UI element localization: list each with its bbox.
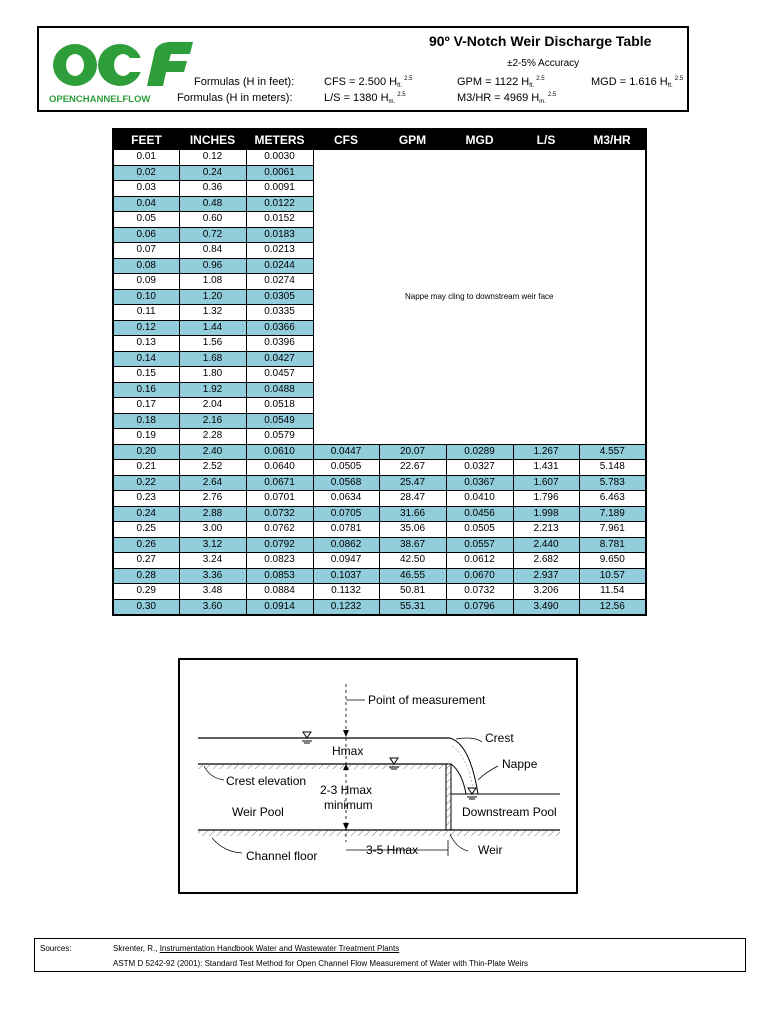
cfs-formula: CFS = 2.500 $H_{ft.}^{2.5}$ <box>324 76 413 89</box>
table-cell: 0.30 <box>113 599 179 615</box>
discharge-table <box>112 128 647 616</box>
table-cell: 0.0732 <box>446 584 513 600</box>
table-cell: 2.04 <box>179 398 246 414</box>
table-cell: 0.0183 <box>246 227 313 243</box>
table-cell: 1.267 <box>513 444 579 460</box>
source-1: Skrenter, R., Instrumentation Handbook Water and Wastewater Treatment Plants <box>113 944 400 953</box>
table-cell: 0.11 <box>113 305 179 321</box>
table-cell: 31.66 <box>379 506 446 522</box>
table-cell: 5.148 <box>579 460 646 476</box>
header-box <box>37 26 689 112</box>
table-cell: 3.24 <box>179 553 246 569</box>
table-cell: 3.490 <box>513 599 579 615</box>
table-cell: 0.22 <box>113 475 179 491</box>
table-cell: 0.29 <box>113 584 179 600</box>
table-cell: 0.0213 <box>246 243 313 259</box>
table-cell: 0.0274 <box>246 274 313 290</box>
table-row <box>113 444 646 460</box>
table-cell: 0.0367 <box>446 475 513 491</box>
table-cell: 0.0518 <box>246 398 313 414</box>
label-channel-floor: Channel floor <box>246 849 318 863</box>
col-header-inches: INCHES <box>179 129 246 150</box>
table-cell: 0.60 <box>179 212 246 228</box>
table-cell: 10.57 <box>579 568 646 584</box>
source-2: ASTM D 5242-92 (2001): Standard Test Method for Open Channel Flow Measurement of Water with Thin-Plate Weirs <box>113 959 529 968</box>
table-cell: 0.26 <box>113 537 179 553</box>
table-cell: 2.76 <box>179 491 246 507</box>
label-weir: Weir <box>478 843 503 857</box>
table-cell: 0.0488 <box>246 382 313 398</box>
table-cell: 0.0410 <box>446 491 513 507</box>
table-cell: 0.12 <box>179 150 246 166</box>
table-cell: 4.557 <box>579 444 646 460</box>
table-cell: 3.36 <box>179 568 246 584</box>
weir-diagram <box>178 658 578 894</box>
sources-label: Sources: <box>40 944 72 953</box>
table-row <box>113 537 646 553</box>
table-cell: 0.0612 <box>446 553 513 569</box>
table-row <box>113 460 646 476</box>
table-row <box>113 553 646 569</box>
col-header-feet: FEET <box>113 129 179 150</box>
table-cell: 0.0505 <box>313 460 379 476</box>
table-cell: 0.72 <box>179 227 246 243</box>
table-cell: 35.06 <box>379 522 446 538</box>
table-cell: 0.1132 <box>313 584 379 600</box>
table-cell: 2.682 <box>513 553 579 569</box>
table-cell: 11.54 <box>579 584 646 600</box>
table-cell: 0.0640 <box>246 460 313 476</box>
table-cell: 0.0456 <box>446 506 513 522</box>
label-hmax-minimum-1: 2-3 Hmax <box>320 783 373 797</box>
label-nappe: Nappe <box>502 757 538 771</box>
table-row <box>113 568 646 584</box>
table-cell: 0.25 <box>113 522 179 538</box>
accuracy-note: ±2-5% Accuracy <box>507 58 580 69</box>
weir-diagram-drawing <box>180 660 580 896</box>
table-cell: 55.31 <box>379 599 446 615</box>
table-cell: 0.07 <box>113 243 179 259</box>
table-cell: 0.1232 <box>313 599 379 615</box>
table-cell: 0.0122 <box>246 196 313 212</box>
sources-box <box>34 938 746 972</box>
table-cell: 0.0447 <box>313 444 379 460</box>
m3hr-formula: M3/HR = 4969 $H_{m.}^{2.5}$ <box>457 92 557 105</box>
table-cell: 0.12 <box>113 320 179 336</box>
table-cell: 3.12 <box>179 537 246 553</box>
table-cell: 0.0579 <box>246 429 313 445</box>
table-cell: 1.431 <box>513 460 579 476</box>
table-cell: 1.607 <box>513 475 579 491</box>
table-cell: 0.0335 <box>246 305 313 321</box>
table-cell: 5.783 <box>579 475 646 491</box>
table-cell: 0.96 <box>179 258 246 274</box>
table-row <box>113 599 646 615</box>
table-cell: 38.67 <box>379 537 446 553</box>
table-cell: 0.27 <box>113 553 179 569</box>
label-crest-elevation: Crest elevation <box>226 774 307 788</box>
table-cell: 0.0327 <box>446 460 513 476</box>
table-cell: 0.0732 <box>246 506 313 522</box>
table-cell: 0.0781 <box>313 522 379 538</box>
table-cell: 2.16 <box>179 413 246 429</box>
col-header-cfs: CFS <box>313 129 379 150</box>
logo-text: OPENCHANNELFLOW <box>49 94 151 105</box>
table-cell: 0.19 <box>113 429 179 445</box>
table-cell: 0.0792 <box>246 537 313 553</box>
table-cell: 0.0762 <box>246 522 313 538</box>
table-cell: 1.92 <box>179 382 246 398</box>
label-hmax-minimum-2: minimum <box>324 798 373 812</box>
table-cell: 0.16 <box>113 382 179 398</box>
table-cell: 0.02 <box>113 165 179 181</box>
col-header-ls: L/S <box>513 129 579 150</box>
table-cell: 7.189 <box>579 506 646 522</box>
table-cell: 1.08 <box>179 274 246 290</box>
formulas-feet-label: Formulas (H in feet): <box>194 76 295 88</box>
table-cell: 2.40 <box>179 444 246 460</box>
table-cell: 1.56 <box>179 336 246 352</box>
table-header-row <box>113 129 646 150</box>
table-cell: 1.44 <box>179 320 246 336</box>
table-cell: 3.48 <box>179 584 246 600</box>
table-cell: 22.67 <box>379 460 446 476</box>
table-cell: 0.23 <box>113 491 179 507</box>
table-cell: 2.88 <box>179 506 246 522</box>
table-cell: 1.32 <box>179 305 246 321</box>
table-cell: 0.0853 <box>246 568 313 584</box>
table-cell: 0.0862 <box>313 537 379 553</box>
table-cell: 0.0427 <box>246 351 313 367</box>
table-cell: 0.0671 <box>246 475 313 491</box>
table-cell: 20.07 <box>379 444 446 460</box>
table-cell: 0.0947 <box>313 553 379 569</box>
table-cell: 0.0061 <box>246 165 313 181</box>
label-3-5-hmax: 3-5 Hmax <box>366 843 419 857</box>
table-cell: 0.13 <box>113 336 179 352</box>
table-cell: 0.24 <box>113 506 179 522</box>
table-row <box>113 491 646 507</box>
table-cell: 0.0701 <box>246 491 313 507</box>
table-cell: 1.998 <box>513 506 579 522</box>
table-cell: 0.14 <box>113 351 179 367</box>
table-cell: 0.0396 <box>246 336 313 352</box>
formulas-meters-label: Formulas (H in meters): <box>177 92 293 104</box>
table-cell: 0.03 <box>113 181 179 197</box>
table-cell: 0.0505 <box>446 522 513 538</box>
table-cell: 2.213 <box>513 522 579 538</box>
table-cell: 6.463 <box>579 491 646 507</box>
table-cell: 1.20 <box>179 289 246 305</box>
table-cell: 3.206 <box>513 584 579 600</box>
table-row <box>113 150 646 166</box>
label-hmax: Hmax <box>332 744 364 758</box>
mgd-formula: MGD = 1.616 $H_{ft.}^{2.5}$ <box>591 76 684 89</box>
table-cell: 0.01 <box>113 150 179 166</box>
table-cell: 2.937 <box>513 568 579 584</box>
table-cell: 46.55 <box>379 568 446 584</box>
table-cell: 2.64 <box>179 475 246 491</box>
table-cell: 0.28 <box>113 568 179 584</box>
table-cell: 1.68 <box>179 351 246 367</box>
openchannelflow-logo <box>47 38 197 106</box>
table-cell: 0.0568 <box>313 475 379 491</box>
table-cell: 2.52 <box>179 460 246 476</box>
table-cell: 42.50 <box>379 553 446 569</box>
table-cell: 0.0457 <box>246 367 313 383</box>
table-cell: 0.10 <box>113 289 179 305</box>
table-cell: 0.18 <box>113 413 179 429</box>
table-cell: 0.1037 <box>313 568 379 584</box>
table-cell: 0.24 <box>179 165 246 181</box>
label-weir-pool: Weir Pool <box>232 805 284 819</box>
table-cell: 3.60 <box>179 599 246 615</box>
table-cell: 8.781 <box>579 537 646 553</box>
table-cell: 12.56 <box>579 599 646 615</box>
table-cell: 0.0796 <box>446 599 513 615</box>
table-cell: 0.21 <box>113 460 179 476</box>
label-crest: Crest <box>485 731 514 745</box>
gpm-formula: GPM = 1122 $H_{ft.}^{2.5}$ <box>457 76 545 89</box>
col-header-meters: METERS <box>246 129 313 150</box>
table-cell: 0.0634 <box>313 491 379 507</box>
table-cell: 0.0823 <box>246 553 313 569</box>
table-cell: 50.81 <box>379 584 446 600</box>
table-cell: 0.0152 <box>246 212 313 228</box>
table-cell: 0.0366 <box>246 320 313 336</box>
table-cell: 0.0091 <box>246 181 313 197</box>
table-cell: 7.961 <box>579 522 646 538</box>
table-cell: 0.0705 <box>313 506 379 522</box>
table-row <box>113 522 646 538</box>
table-cell: 0.0030 <box>246 150 313 166</box>
table-cell: 0.84 <box>179 243 246 259</box>
table-cell: 0.0670 <box>446 568 513 584</box>
table-cell: 0.0549 <box>246 413 313 429</box>
table-cell: 0.0557 <box>446 537 513 553</box>
label-point-of-measurement: Point of measurement <box>368 693 486 707</box>
table-cell: 0.48 <box>179 196 246 212</box>
table-cell: 25.47 <box>379 475 446 491</box>
table-cell: 0.06 <box>113 227 179 243</box>
table-cell: 0.09 <box>113 274 179 290</box>
table-row <box>113 584 646 600</box>
page-title: 90º V-Notch Weir Discharge Table <box>429 33 652 49</box>
table-cell: 0.0244 <box>246 258 313 274</box>
table-cell: 2.28 <box>179 429 246 445</box>
table-cell: 0.0305 <box>246 289 313 305</box>
col-header-gpm: GPM <box>379 129 446 150</box>
label-downstream-pool: Downstream Pool <box>462 805 557 819</box>
ls-formula: L/S = 1380 $H_{m.}^{2.5}$ <box>324 92 406 105</box>
table-cell: 1.80 <box>179 367 246 383</box>
table-cell: 0.36 <box>179 181 246 197</box>
table-cell: 0.0884 <box>246 584 313 600</box>
table-row <box>113 506 646 522</box>
table-row <box>113 475 646 491</box>
table-cell: 0.08 <box>113 258 179 274</box>
col-header-mgd: MGD <box>446 129 513 150</box>
table-cell: 1.796 <box>513 491 579 507</box>
table-cell: 0.15 <box>113 367 179 383</box>
table-cell: 0.0610 <box>246 444 313 460</box>
table-cell: 0.04 <box>113 196 179 212</box>
table-cell: 0.20 <box>113 444 179 460</box>
nappe-note: Nappe may cling to downstream weir face <box>313 150 646 445</box>
table-cell: 2.440 <box>513 537 579 553</box>
col-header-m3hr: M3/HR <box>579 129 646 150</box>
table-cell: 0.17 <box>113 398 179 414</box>
table-cell: 28.47 <box>379 491 446 507</box>
table-cell: 9.650 <box>579 553 646 569</box>
table-cell: 3.00 <box>179 522 246 538</box>
table-cell: 0.05 <box>113 212 179 228</box>
table-cell: 0.0289 <box>446 444 513 460</box>
table-cell: 0.0914 <box>246 599 313 615</box>
